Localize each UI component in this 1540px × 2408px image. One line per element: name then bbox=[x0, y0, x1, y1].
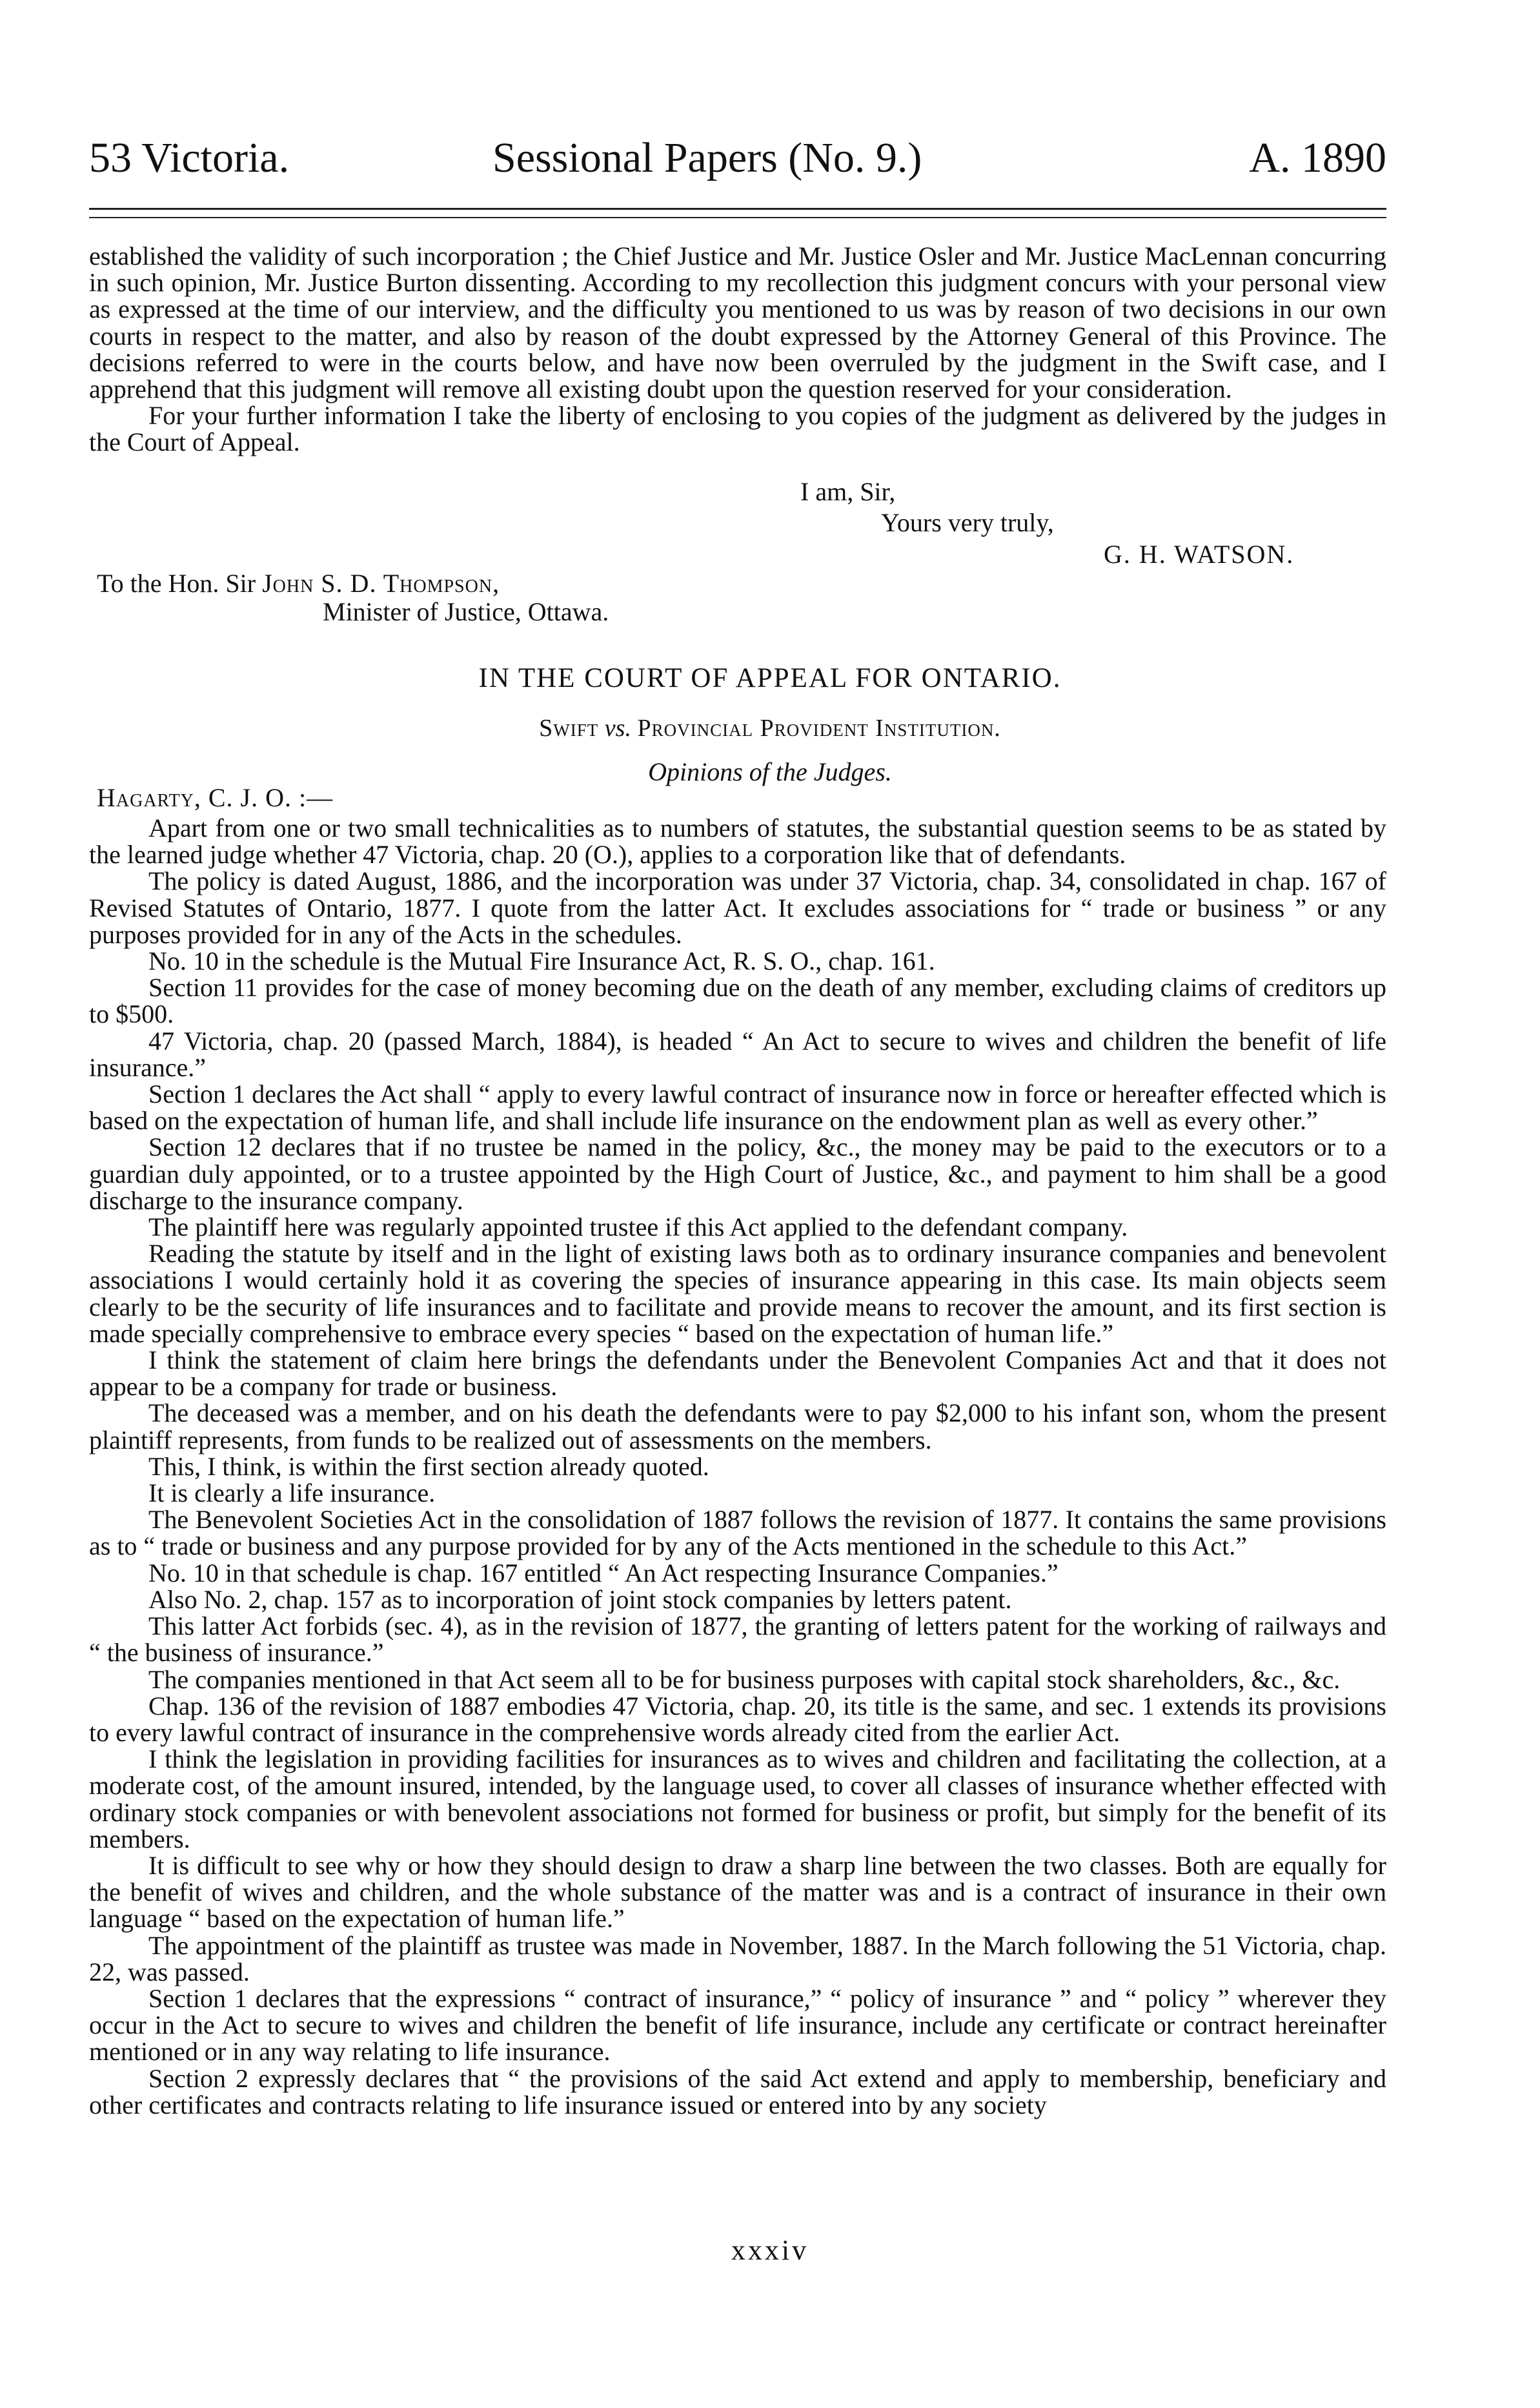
opinion-paragraph: 47 Victoria, chap. 20 (passed March, 1884), is headed “ An Act to secure to wives and children the benefit of life insurance.” bbox=[89, 1026, 1386, 1082]
opinions-subheading: Opinions of the Judges. bbox=[648, 757, 892, 786]
opinion-paragraph: I think the legislation in providing facilities for insurances as to wives and children and facilitating the collection, at a moderate cost, of the amount insured, intended, by the language used, to cover all classes of insurance whether effected with ordinary stock companies or with benevolent associations not formed for business or profit, but simply for the benefit of its members. bbox=[89, 1744, 1386, 1853]
opinion-paragraph: The policy is dated August, 1886, and the incorporation was under 37 Victoria, chap. 34, consolidated in chap. 167 of Revised Statutes of Ontario, 1877. I quote from the latter Act. It excludes associations for “ trade or business ” or any purposes provided for in any of the Acts in the schedules. bbox=[89, 866, 1386, 949]
opinion-paragraph: Section 2 expressly declares that “ the provisions of the said Act extend and apply to membership, beneficiary and other certificates and contracts relating to life insurance issued or entered into by any society bbox=[89, 2063, 1386, 2119]
opinion-paragraph: The Benevolent Societies Act in the consolidation of 1887 follows the revision of 1877. It contains the same provisions as to “ trade or business and any purpose provided for by any of the Acts mentioned in the schedule to this Act.” bbox=[89, 1505, 1386, 1561]
opinion-paragraph: Section 12 declares that if no trustee be named in the policy, &c., the money may be paid to the executors or to a guardian duly appointed, or to a trustee appointed by the High Court of Justice, &c., and payment to him shall be a good discharge to the insurance company. bbox=[89, 1132, 1386, 1215]
letter-addressee-title: Minister of Justice, Ottawa. bbox=[323, 597, 609, 626]
letter-body bbox=[89, 243, 1386, 456]
opinion-body bbox=[89, 815, 1386, 2118]
addressee-prefix: To the Hon. Sir bbox=[97, 569, 263, 598]
opinion-paragraph: The deceased was a member, and on his death the defendants were to pay $2,000 to his infant son, whom the present plaintiff represents, from funds to be realized out of assessments on the members. bbox=[89, 1398, 1386, 1454]
letter-addressee bbox=[97, 568, 500, 599]
header-rule-top bbox=[89, 208, 1386, 210]
opinion-paragraph: Chap. 136 of the revision of 1887 embodies 47 Victoria, chap. 20, its title is the same, and sec. 1 extends its provisions to every lawful contract of insurance in the comprehensive words already cited from the earlier Act. bbox=[89, 1691, 1386, 1747]
opinion-paragraph: This, I think, is within the first section already quoted. bbox=[148, 1451, 709, 1481]
court-heading: IN THE COURT OF APPEAL FOR ONTARIO. bbox=[478, 663, 1062, 693]
judge-name: Hagarty, C. J. O. :— bbox=[97, 783, 334, 812]
header-session: 53 Victoria. bbox=[89, 134, 290, 181]
opinion-paragraph: No. 10 in the schedule is the Mutual Fire Insurance Act, R. S. O., chap. 161. bbox=[148, 946, 935, 976]
opinion-paragraph: The plaintiff here was regularly appointed trustee if this Act applied to the defendant company. bbox=[148, 1212, 1128, 1242]
header-year: A. 1890 bbox=[1249, 134, 1386, 181]
running-head bbox=[89, 123, 1386, 194]
letter-paragraph: established the validity of such incorporation ; the Chief Justice and Mr. Justice Osler and Mr. Justice MacLennan concurring in such opinion, Mr. Justice Burton dissenting. According to my recollection this judgment concurs with your personal view as expressed at the time of our interview, and the difficulty you mentioned to us was by reason of two decisions in our own courts in respect to the matter, and also by reason of the doubt expressed by the Attorney General of this Province. The decisions referred to were in the courts below, and have now been overruled by the judgment in the Swift case, and I apprehend that this judgment will remove all existing doubt upon the question reserved for your consideration. bbox=[89, 241, 1386, 404]
opinion-paragraph: No. 10 in that schedule is chap. 167 entitled “ An Act respecting Insurance Companies.” bbox=[148, 1558, 1059, 1587]
opinion-paragraph: I think the statement of claim here brings the defendants under the Benevolent Companies Act and that it does not appear to be a company for trade or business. bbox=[89, 1345, 1386, 1402]
opinion-paragraph: Apart from one or two small technicalities as to numbers of statutes, the substantial question seems to be as stated by the learned judge whether 47 Victoria, chap. 20 (O.), applies to a corporation like that of defendants. bbox=[89, 813, 1386, 870]
case-versus: vs. bbox=[598, 715, 638, 742]
opinion-paragraph: Reading the statute by itself and in the light of existing laws both as to ordinary insurance companies and benevolent associations I would certainly hold it as covering the species of insurance appearing in this case. Its main objects seem clearly to be the security of life insurances and to facilitate and provide means to recover the amount, and its first section is made specially comprehensive to embrace every species “ based on the expectation of human life.” bbox=[89, 1239, 1386, 1348]
addressee-name: John S. D. Thompson, bbox=[262, 569, 500, 598]
page-folio: xxxiv bbox=[731, 2234, 809, 2266]
opinion-paragraph: Section 11 provides for the case of money becoming due on the death of any member, excluding claims of creditors up to $500. bbox=[89, 973, 1386, 1029]
opinion-paragraph: It is clearly a life insurance. bbox=[148, 1478, 436, 1508]
header-title: Sessional Papers (No. 9.) bbox=[492, 134, 922, 181]
opinion-paragraph: Section 1 declares the Act shall “ apply to every lawful contract of insurance now in force or hereafter effected which is based on the expectation of human life, and shall include life insurance on the endowment plan as well as every other.” bbox=[89, 1079, 1386, 1136]
case-plaintiff: Swift bbox=[539, 715, 599, 742]
opinion-paragraph: Also No. 2, chap. 157 as to incorporation of joint stock companies by letters patent. bbox=[148, 1584, 1012, 1614]
letter-closing: I am, Sir, bbox=[800, 477, 896, 506]
header-rule-bottom bbox=[89, 217, 1386, 218]
letter-complimentary-close: Yours very truly, bbox=[881, 508, 1054, 537]
opinion-paragraph: This latter Act forbids (sec. 4), as in the revision of 1877, the granting of letters patent for the working of railways and “ the business of insurance.” bbox=[89, 1611, 1386, 1668]
letter-signature: G. H. WATSON. bbox=[1104, 540, 1295, 569]
opinion-paragraph: Section 1 declares that the expressions “ contract of insurance,” “ policy of insurance ” and “ policy ” wherever they occur in the Act to secure to wives and children the benefit of life insurance, include any certificate or contract hereinafter mentioned or in any way relating to life insurance. bbox=[89, 1983, 1386, 2066]
opinion-paragraph: The companies mentioned in that Act seem all to be for business purposes with capital stock shareholders, &c., &c. bbox=[148, 1664, 1341, 1694]
case-title bbox=[0, 713, 1540, 744]
opinion-paragraph: The appointment of the plaintiff as trustee was made in November, 1887. In the March following the 51 Victoria, chap. 22, was passed. bbox=[89, 1930, 1386, 1986]
opinion-paragraph: It is difficult to see why or how they should design to draw a sharp line between the two classes. Both are equally for the benefit of wives and children, and the whole substance of the matter was and is a contract of insurance in their own language “ based on the expectation of human life.” bbox=[89, 1850, 1386, 1934]
case-defendant: Provincial Provident Institution. bbox=[637, 715, 1001, 742]
letter-paragraph: For your further information I take the liberty of enclosing to you copies of the judgment as delivered by the judges in the Court of Appeal. bbox=[89, 401, 1386, 457]
